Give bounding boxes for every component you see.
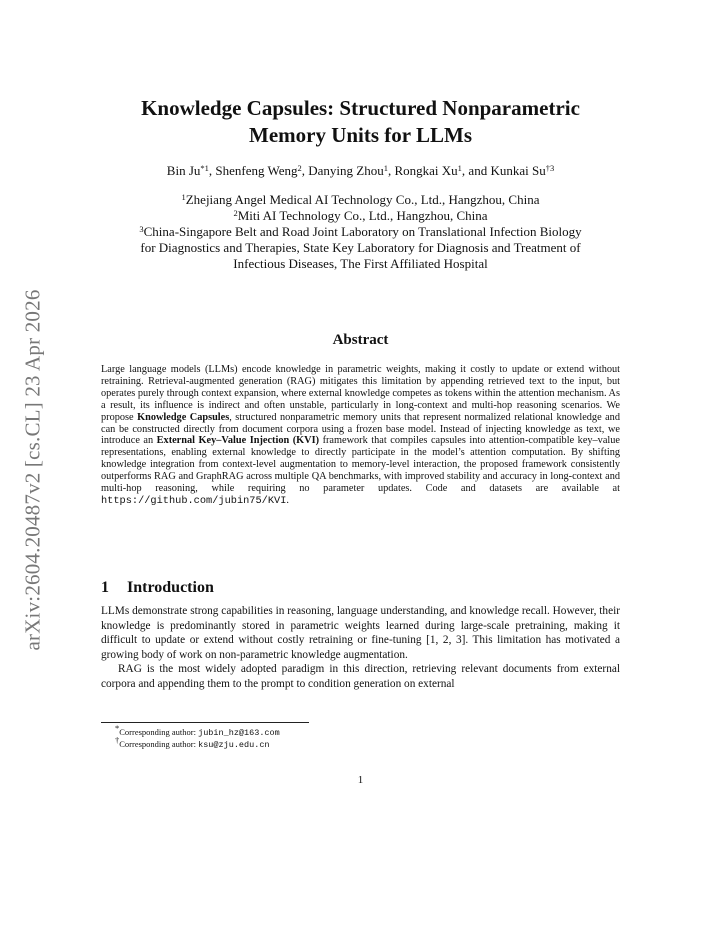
affiliation-line [101,208,620,224]
author-affiliation-mark: 2 [297,163,302,173]
author-affiliation-mark: †3 [545,163,555,173]
author-name: Rongkai Xu [394,163,458,178]
footnote [101,735,620,751]
abstract-emphasis: External Key–Value Injection (KVI) [156,435,320,447]
title-line-1: Knowledge Capsules: Structured Nonparametric [141,96,580,120]
author-name: Kunkai Su [490,163,546,178]
affiliation-text: Infectious Diseases, The First Affiliated Hospital [233,256,488,271]
abstract-body [101,364,620,508]
intro-paragraph: LLMs demonstrate strong capabilities in reasoning, language understanding, and knowledge recall. However, their knowledge is predominantly stored in parametric weights learned during large-scale pretraining, making it difficult to update or extend without costly retraining or fine-tuning [1, 2, 3]. This limitation has motivated a growing body of work on non-parametric knowledge augmentation. [101,605,620,661]
footnote-rule [101,722,309,723]
title-line-2: Memory Units for LLMs [249,123,472,147]
arxiv-stamp: arXiv:2604.20487v2 [cs.CL] 23 Apr 2026 [20,289,45,651]
abstract-text: framework that compiles capsules into attention-compatible key–value representations, enabling external knowledge to directly participate in the model’s attention computation. By shifting knowledge integration from context-level augmentation to memory-level interaction, the proposed framework consistently outperforms RAG and GraphRAG across multiple QA benchmarks, with improved stability and accuracy in long-context and multi-hop reasoning, while requiring no parameter updates. Code and datasets are available at [101,435,620,495]
page-number: 1 [357,774,364,786]
author-name: Danying Zhou [308,163,384,178]
abstract-text: , structured nonparametric memory units that represent normalized relational knowledge and can be constructed directly from document corpora using a frozen base model. Instead of injecting knowledge as text, we introduce an [101,411,620,447]
author-affiliation-mark: *1 [200,163,209,173]
arxiv-sidebar [15,260,51,680]
author-affiliation-mark: 1 [383,163,388,173]
introduction-body [101,604,620,692]
footnote-label: Corresponding author: [119,739,199,749]
section-number: 1 [101,579,109,596]
abstract-emphasis: Knowledge Capsules [137,411,230,423]
affiliation-line [101,192,620,208]
affiliation-line [101,256,620,272]
section-title: Introduction [127,579,214,596]
footnote-label: Corresponding author: [119,727,199,737]
author-name: Bin Ju [166,163,201,178]
affiliation-mark: 2 [233,208,238,218]
paper-title [101,95,620,149]
footnote-mark: * [115,723,120,733]
affiliation-mark: 1 [181,192,186,202]
footnote-mark: † [115,735,120,745]
footnote-email: jubin_hz@163.com [198,728,280,738]
abstract-heading: Abstract [332,332,389,348]
author-name: Shenfeng Weng [215,163,298,178]
abstract-text: . [286,494,289,506]
code-link: https://github.com/jubin75/KVI [101,494,287,507]
affiliation-text: Miti AI Technology Co., Ltd., Hangzhou, China [237,208,488,223]
footnote [101,723,620,739]
affiliation-text: for Diagnostics and Therapies, State Key Laboratory for Diagnosis and Treatment of [140,240,581,255]
author-list: Bin Ju$^{*1}$, Shenfeng Weng$^2$, Danying Zhou$^1$, Rongkai Xu$^1$, and Kunkai Su$^{\dagger 3}$ [166,163,555,178]
abstract-text: Large language models (LLMs) encode knowledge in parametric weights, making it costly to update or extend without retraining. Retrieval-augmented generation (RAG) mitigates this limitation by appending retrieved text to the input, but operates purely through context expansion, where external knowledge competes as tokens within the attention mechanism. As a result, its influence is indirect and often unstable, particularly in long-context and multi-hop reasoning scenarios. We propose [101,364,620,423]
affiliation-line [101,224,620,240]
affiliation-line [101,240,620,256]
author-affiliation-mark: 1 [457,163,462,173]
section-heading-introduction [101,579,620,597]
affiliation-mark: 3 [139,224,144,234]
intro-paragraph: RAG is the most widely adopted paradigm in this direction, retrieving relevant documents from external corpora and appending them to the prompt to condition generation on external [101,663,620,690]
affiliation-text: China-Singapore Belt and Road Joint Laboratory on Translational Infection Biology [143,224,582,239]
affiliation-list [101,192,620,272]
footnote-email: ksu@zju.edu.cn [198,740,270,750]
affiliation-text: Zhejiang Angel Medical AI Technology Co., Ltd., Hangzhou, China [185,192,540,207]
footnotes [101,723,620,751]
